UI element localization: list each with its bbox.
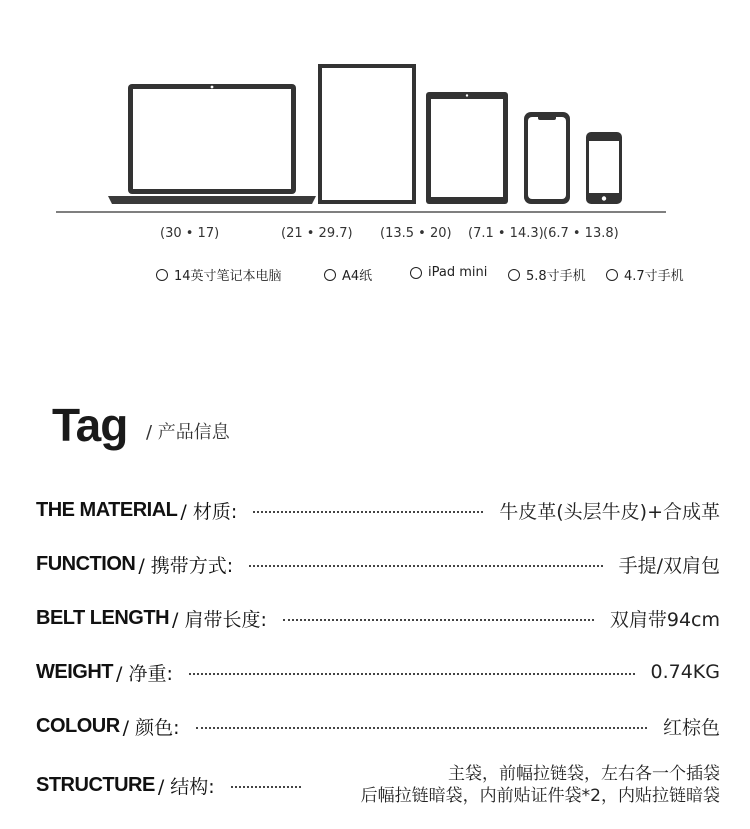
spec-key-cn: / 材质: (180, 500, 238, 523)
spec-row-function (36, 548, 720, 580)
legend-item-laptop (156, 265, 282, 284)
structure-value (317, 763, 720, 807)
size-label-laptop: (30 • 17) (160, 226, 220, 241)
size-label-a4: (21 • 29.7) (281, 226, 353, 241)
radio-circle-icon (324, 269, 336, 281)
spec-key: BELT LENGTH (36, 606, 170, 629)
spec-key: THE MATERIAL (36, 498, 178, 521)
spec-key: FUNCTION (36, 552, 136, 575)
legend-item-phone58 (508, 265, 586, 284)
legend-item-a4 (324, 265, 372, 284)
tag-subtitle: / 产品信息 (146, 422, 230, 443)
structure-line-1: 主袋，前幅拉链袋，左右各一个插袋 (448, 764, 720, 784)
spec-row-material (36, 494, 720, 526)
phone-47-icon (586, 132, 622, 204)
spec-value: 红棕色 (662, 716, 720, 739)
legend-label: iPad mini (428, 265, 488, 280)
legend-label: 5.8寸手机 (526, 269, 586, 284)
spec-key: STRUCTURE (36, 773, 155, 796)
spec-row-weight (36, 656, 720, 688)
ipad-mini-icon (426, 92, 508, 204)
dotted-leader (189, 673, 635, 675)
spec-row-belt-length (36, 602, 720, 634)
spec-row-structure (36, 762, 720, 808)
radio-circle-icon (410, 267, 422, 279)
spec-key-cn: / 颜色: (122, 716, 180, 739)
legend-item-phone47 (606, 265, 684, 284)
phone-58-icon (524, 112, 570, 204)
dotted-leader (283, 619, 594, 621)
spec-key-cn: / 结构: (157, 775, 215, 798)
legend-label: 4.7寸手机 (624, 269, 684, 284)
dotted-leader (196, 727, 647, 729)
spec-value: 0.74KG (650, 661, 720, 683)
dotted-leader (253, 511, 483, 513)
tag-title: Tag (52, 399, 128, 451)
device-size-comparison (0, 0, 750, 300)
spec-key-cn: / 肩带长度: (172, 608, 267, 631)
spec-key-cn: / 携带方式: (138, 554, 234, 577)
laptop-icon (108, 84, 316, 204)
size-label-phone47: (6.7 • 13.8) (543, 226, 619, 241)
spec-key-cn: / 净重: (116, 662, 173, 685)
radio-circle-icon (508, 269, 520, 281)
radio-circle-icon (606, 269, 618, 281)
spec-key: COLOUR (36, 714, 120, 737)
spec-value: 牛皮革(头层牛皮)+合成革 (499, 500, 720, 523)
structure-line-2: 后幅拉链暗袋，内前贴证件袋*2，内贴拉链暗袋 (360, 786, 720, 806)
a4-paper-icon (318, 64, 416, 204)
dotted-leader (249, 565, 602, 567)
spec-value: 双肩带94cm (609, 608, 720, 631)
spec-row-colour (36, 710, 720, 742)
size-label-ipad: (13.5 • 20) (380, 226, 452, 241)
dotted-leader (231, 786, 301, 788)
spec-key: WEIGHT (36, 660, 113, 683)
device-illustration (0, 0, 750, 300)
size-label-phone58: (7.1 • 14.3) (468, 226, 544, 241)
spec-value: 手提/双肩包 (618, 554, 720, 577)
radio-circle-icon (156, 269, 168, 281)
legend-item-ipad (410, 265, 487, 280)
legend-label: A4纸 (342, 269, 373, 284)
legend-label: 14英寸笔记本电脑 (174, 269, 282, 284)
